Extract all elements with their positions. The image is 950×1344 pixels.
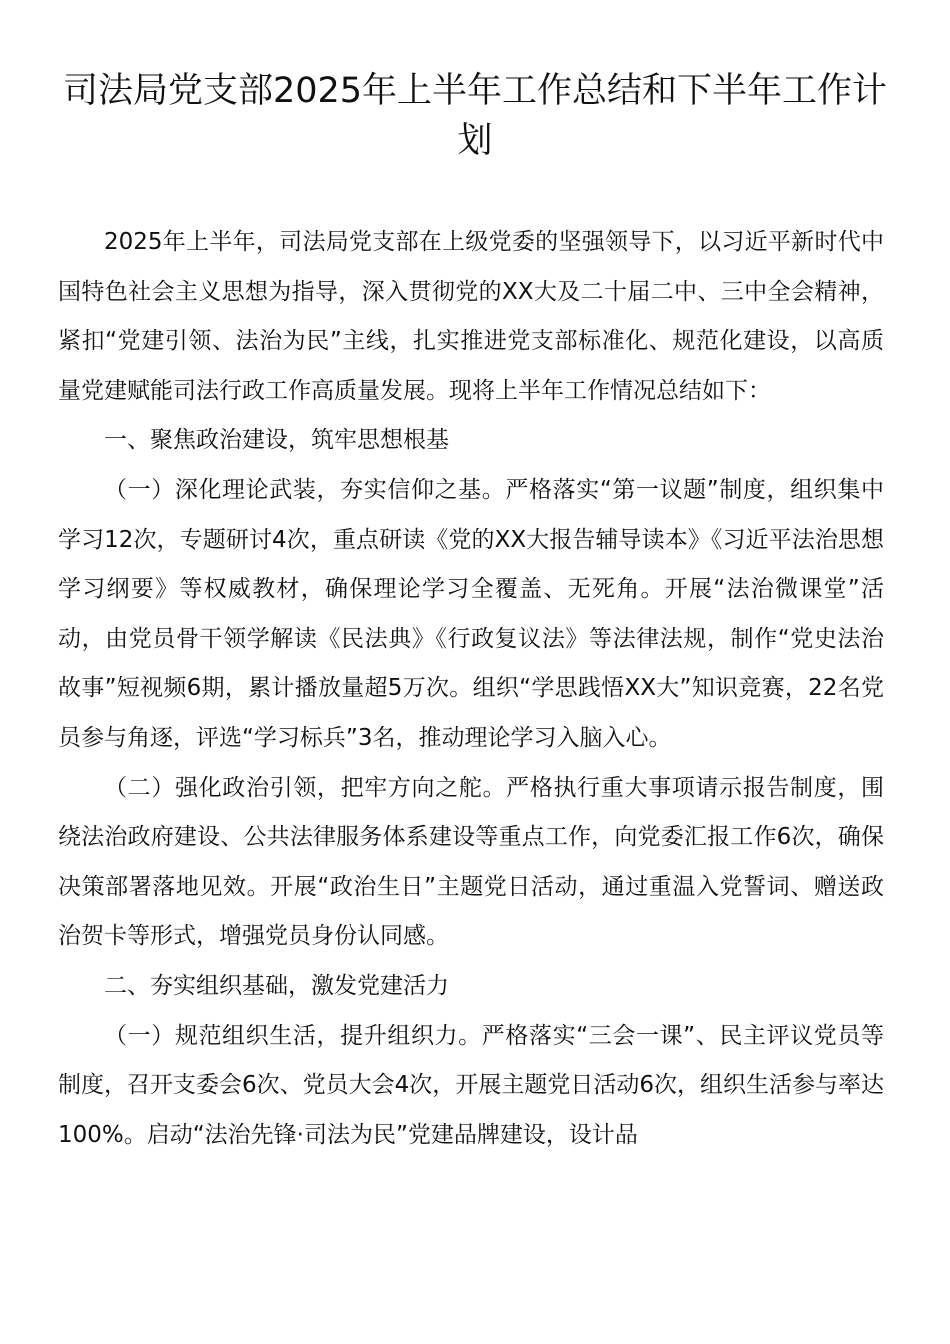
section-heading: 一、聚焦政治建设，筑牢思想根基 <box>104 427 449 454</box>
body-paragraph: （二）强化政治引领，把牢方向之舵。严格执行重大事项请示报告制度，围绕法治政府建设、公共法律服务体系建设等重点工作，向党委汇报工作6次，确保决策部署落地见效。开展“政治生日”主题党日活动，通过重温入党誓词、赠送政治贺卡等形式，增强党员身份认同感。 <box>58 774 884 950</box>
intro-paragraph: 2025年上半年，司法局党支部在上级党委的坚强领导下，以习近平新时代中国特色社会主义思想为指导，深入贯彻党的XX大及二十届二中、三中全会精神，紧扣“党建引领、法治为民”主线，扎实推进党支部标准化、规范化建设，以高质量党建赋能司法行政工作高质量发展。现将上半年工作情况总结如下： <box>58 229 884 404</box>
document-title: 司法局党支部2025年上半年工作总结和下半年工作计划 <box>62 71 888 161</box>
body-paragraph: （一）深化理论武装，夯实信仰之基。严格落实“第一议题”制度，组织集中学习12次，专题研讨4次，重点研读《党的XX大报告辅导读本》《习近平法治思想学习纲要》等权威教材，确保理论学习全覆盖、无死角。开展“法治微课堂”活动，由党员骨干领学解读《民法典》《行政复议法》等法律法规，制作“党史法治故事”短视频6期，累计播放量超5万次。组织“学思践悟XX大”知识竞赛，22名党员参与角逐，评选“学习标兵”3名，推动理论学习入脑入心。 <box>58 476 884 751</box>
document-body <box>58 218 884 1160</box>
section-heading: 二、夯实组织基础，激发党建活力 <box>104 972 449 999</box>
body-paragraph: （一）规范组织生活，提升组织力。严格落实“三会一课”、民主评议党员等制度，召开支委会6次、党员大会4次，开展主题党日活动6次，组织生活参与率达100%。启动“法治先锋·司法为民”党建品牌建设，设计品 <box>58 1022 884 1148</box>
